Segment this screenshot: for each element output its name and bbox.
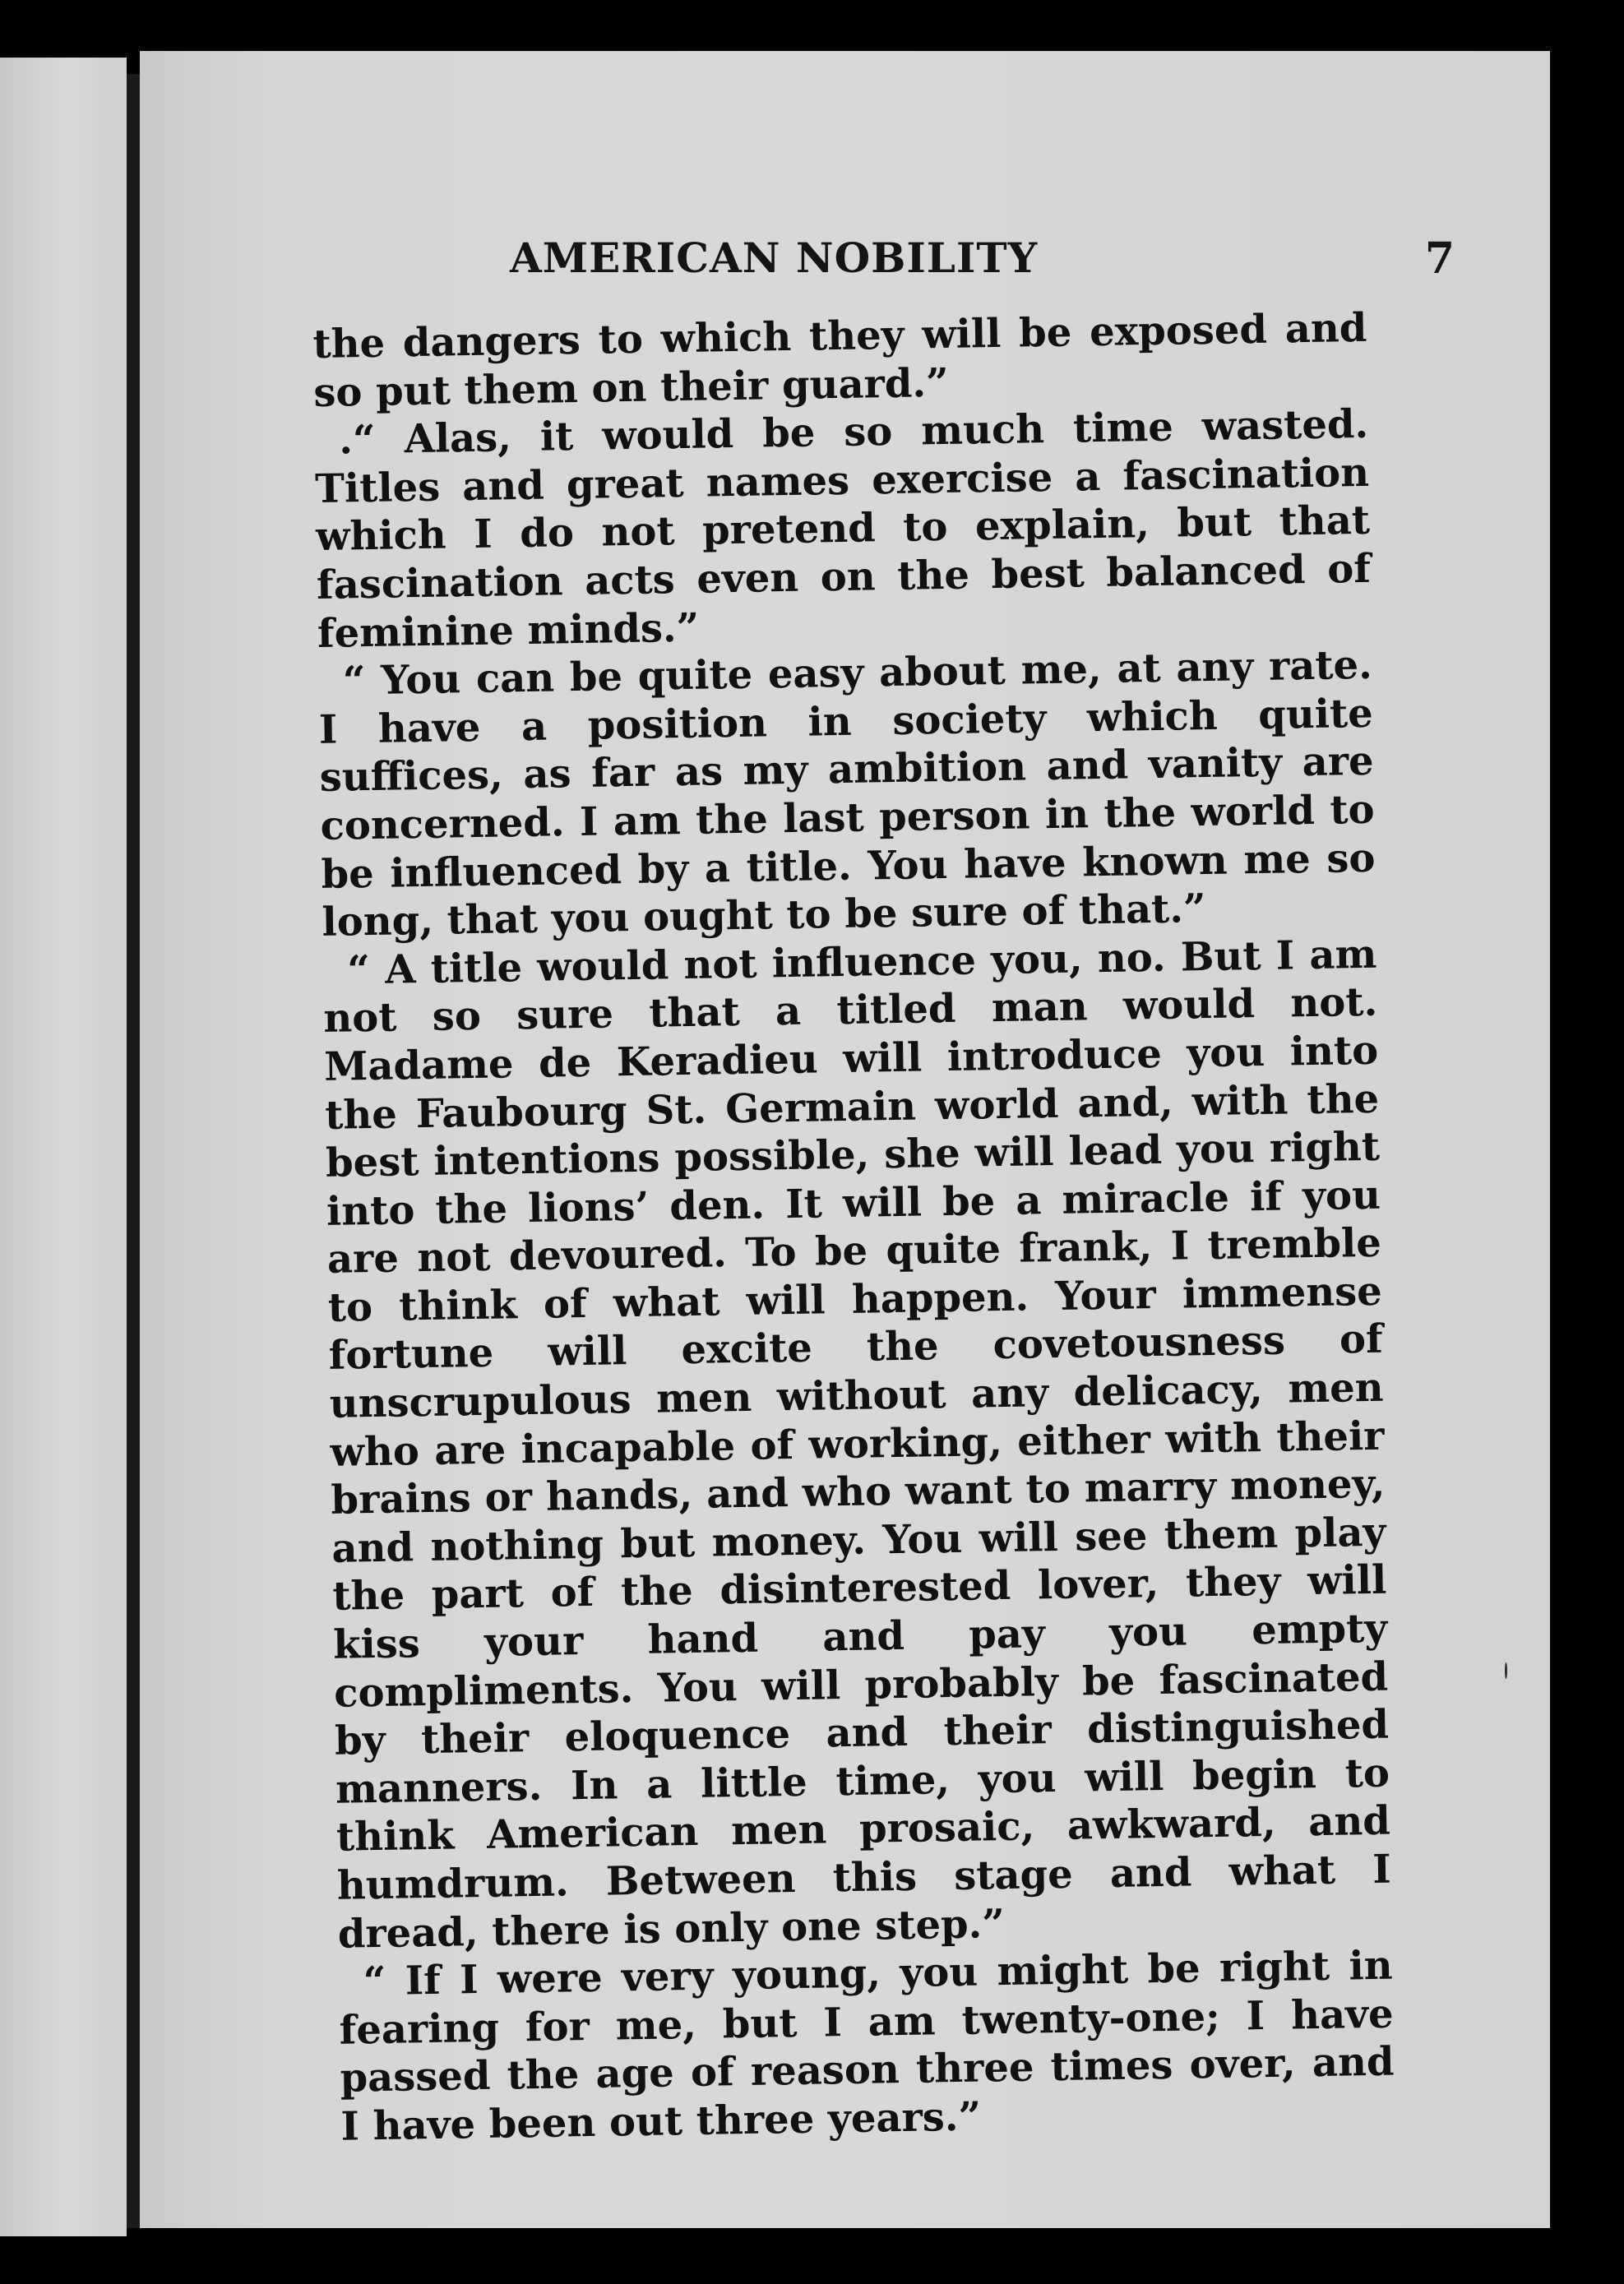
page-gutter xyxy=(115,58,127,2236)
paragraph: the dangers to which they will be exposed and so put them on their guard.” xyxy=(312,304,1367,416)
paragraph: .“ Alas, it would be so much time wasted. Titles and great names exercise a fascination which I do not pretend to explain, but that fascination acts even on the best balanced of feminine minds.” xyxy=(314,401,1372,657)
facing-page-edge xyxy=(0,58,115,2236)
running-head xyxy=(510,233,1455,299)
book-spine-shadow xyxy=(127,74,140,2228)
paragraph: “ If I were very young, you might be right in fearing for me, but I am twenty-one; I have passed the age of reason three times over, and I have been out three years.” xyxy=(339,1942,1395,2150)
paragraph: “ You can be quite easy about me, at any rate. I have a position in society which quite suffices, as far as my ambition and vanity are concerned. I am the last person in the world to be influenced by a title. You have known me so long, that you ought to be sure of that.” xyxy=(318,641,1376,946)
body-text xyxy=(312,304,1395,2151)
book-page xyxy=(140,51,1550,2228)
scan-speck xyxy=(1505,1662,1507,1679)
running-title: AMERICAN NOBILITY xyxy=(510,233,1039,282)
paragraph: “ A title would not influence you, no. But I am not so sure that a titled man would not. Madame de Keradieu will introduce you into the Faubourg St. Germain world and, with the best intentions possible, she will lead you right into the lions’ den. It will be a miracle if you are not devoured. To be quite frank, I tremble to think of what will happen. Your immense fortune will excite the covetousness of unscrupulous men without any delicacy, men who are incapable of working, either with their brains or hands, and who want to marry money, and nothing but money. You will see them play the part of the disinterested lover, they will kiss your hand and pay you empty compliments. You will probably be fascinated by their eloquence and their distinguished manners. In a little time, you will begin to think American men prosaic, awkward, and humdrum. Between this stage and what I dread, there is only one step.” xyxy=(322,931,1392,1958)
page-number: 7 xyxy=(1424,233,1455,284)
